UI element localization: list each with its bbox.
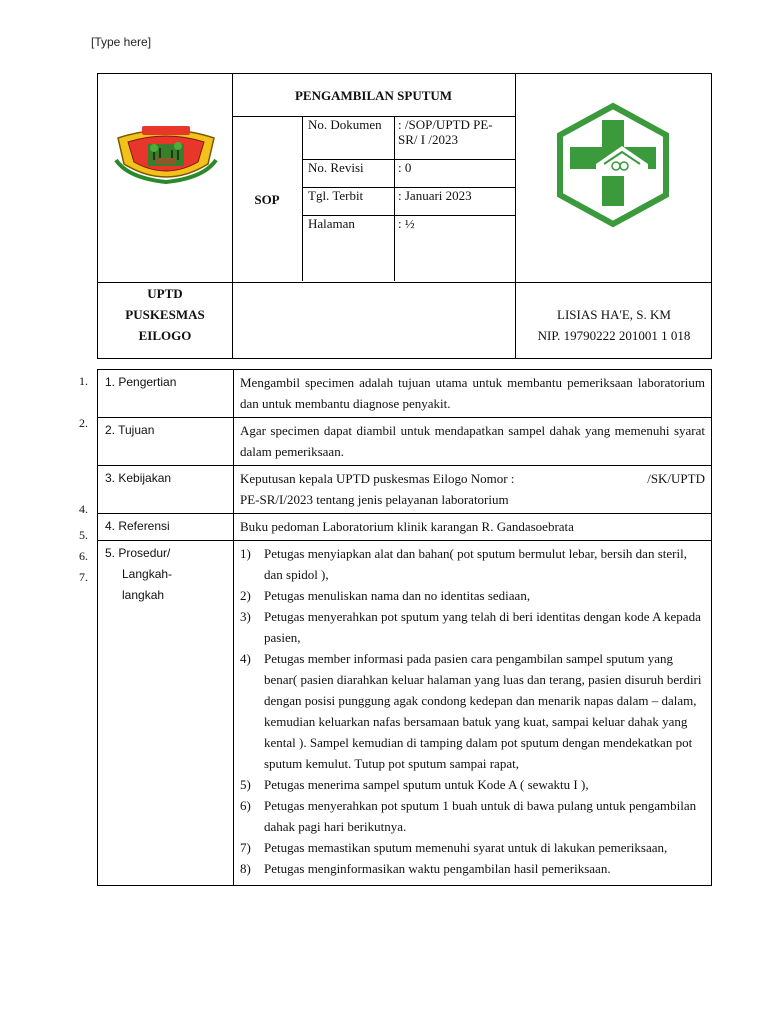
sop-label: SOP <box>254 192 280 207</box>
step-number: 5) <box>240 777 251 792</box>
step-text: Petugas menuliskan nama dan no identitas sediaan, <box>264 588 531 603</box>
procedure-label-3: langkah <box>122 588 165 602</box>
step-number: 3) <box>240 609 251 624</box>
page-value: : ½ <box>398 216 415 231</box>
step-number: 4) <box>240 651 251 666</box>
policy-text-a: Keputusan kepala UPTD puskesmas Eilogo Nomor : <box>240 471 515 486</box>
org-line-2: PUSKESMAS <box>125 307 205 322</box>
step-number: 7) <box>240 840 251 855</box>
margin-number: 6. <box>79 549 88 563</box>
list-item <box>240 774 705 795</box>
policy-line <box>240 468 705 489</box>
signer-name: LISIAS HA'E, S. KM <box>557 307 671 322</box>
list-item <box>240 543 705 585</box>
policy-text-c: PE-SR/I/2023 tentang jenis pelayanan laboratorium <box>240 492 509 507</box>
step-text: Petugas menyiapkan alat dan bahan( pot sputum bermulut lebar, bersih dan steril, dan spidol ), <box>264 546 687 582</box>
step-text: Petugas menyerahkan pot sputum 1 buah untuk di bawa pulang untuk pengambilan dahak pagi hari berikutnya. <box>264 798 697 834</box>
org-line-3: EILOGO <box>138 328 192 343</box>
list-item <box>240 795 705 837</box>
revision-value: : 0 <box>398 160 412 175</box>
step-text: Petugas menerima sampel sputum untuk Kode A ( sewaktu I ), <box>264 777 589 792</box>
step-number: 1) <box>240 546 251 561</box>
section-label: 2. Tujuan <box>98 418 234 466</box>
table-row <box>98 514 712 541</box>
margin-number: 4. <box>79 502 88 516</box>
org-line-1: UPTD <box>147 286 183 301</box>
list-item <box>240 858 705 879</box>
list-item <box>240 648 705 774</box>
margin-number: 5. <box>79 528 88 542</box>
regional-emblem-icon <box>108 120 224 186</box>
organization-name <box>98 283 232 346</box>
puskesmas-logo-icon <box>554 102 672 228</box>
document-title: PENGAMBILAN SPUTUM <box>294 88 453 103</box>
list-item <box>240 837 705 858</box>
page-header-note: [Type here] <box>91 35 152 49</box>
list-item <box>240 606 705 648</box>
section-text <box>234 466 712 514</box>
section-label: 4. Referensi <box>98 514 234 541</box>
doc-number-value: : /SOP/UPTD PE-SR/ I /2023 <box>398 117 493 147</box>
table-row <box>98 541 712 886</box>
issued-date-label: Tgl. Terbit <box>308 188 364 203</box>
step-number: 8) <box>240 861 251 876</box>
divider <box>302 116 303 281</box>
procedure-steps <box>234 541 712 886</box>
margin-number: 7. <box>79 570 88 584</box>
revision-label: No. Revisi <box>308 160 364 175</box>
divider <box>394 116 395 281</box>
list-item <box>240 585 705 606</box>
step-text: Petugas menginformasikan waktu pengambilan hasil pemeriksaan. <box>264 861 611 876</box>
step-number: 2) <box>240 588 251 603</box>
sop-header-table <box>97 73 712 359</box>
signer-nip: NIP. 19790222 201001 1 018 <box>537 328 691 343</box>
step-text: Petugas memastikan sputum memenuhi syarat untuk di lakukan pemeriksaan, <box>264 840 668 855</box>
signer-block <box>515 304 713 346</box>
step-number: 6) <box>240 798 251 813</box>
section-label <box>98 541 234 886</box>
sop-content-table <box>97 369 712 886</box>
section-text: Buku pedoman Laboratorium klinik karangan R. Gandasoebrata <box>234 514 712 541</box>
margin-number: 1. <box>79 374 88 388</box>
issued-date-value: : Januari 2023 <box>398 188 472 203</box>
doc-number-label: No. Dokumen <box>308 117 382 132</box>
steps-list <box>240 543 705 879</box>
section-text: Agar specimen dapat diambil untuk mendapatkan sampel dahak yang memenuhi syarat dalam pemeriksaan. <box>234 418 712 466</box>
table-row <box>98 370 712 418</box>
page-label: Halaman <box>308 216 355 231</box>
table-row <box>98 466 712 514</box>
section-label: 3. Kebijakan <box>98 466 234 514</box>
policy-text-b: /SK/UPTD <box>647 471 705 486</box>
procedure-label-1: 5. Prosedur/ <box>105 546 171 560</box>
margin-number: 2. <box>79 416 88 430</box>
table-row <box>98 418 712 466</box>
procedure-label-2: Langkah- <box>122 567 173 581</box>
section-text: Mengambil specimen adalah tujuan utama untuk membantu pemeriksaan laboratorium dan untuk membantu diagnose penyakit. <box>234 370 712 418</box>
step-text: Petugas member informasi pada pasien cara pengambilan sampel sputum yang benar( pasien diarahkan keluar halaman yang luas dan terang, pasien disuruh berdiri dengan posisi punggung agak condong kedepan dan menarik napas dalam – dalam, kemudian keluarkan nafas bersamaan batuk yang kuat, sampai keluar dahak yang kental ). Sampel kemudian di tamping dalam pot sputum dengan mendekatkan pot sputum kemulut. Tutup pot sputum sampai rapat, <box>264 651 702 771</box>
section-label: 1. Pengertian <box>98 370 234 418</box>
step-text: Petugas menyerahkan pot sputum yang telah di beri identitas dengan kode A kepada pasien, <box>264 609 701 645</box>
